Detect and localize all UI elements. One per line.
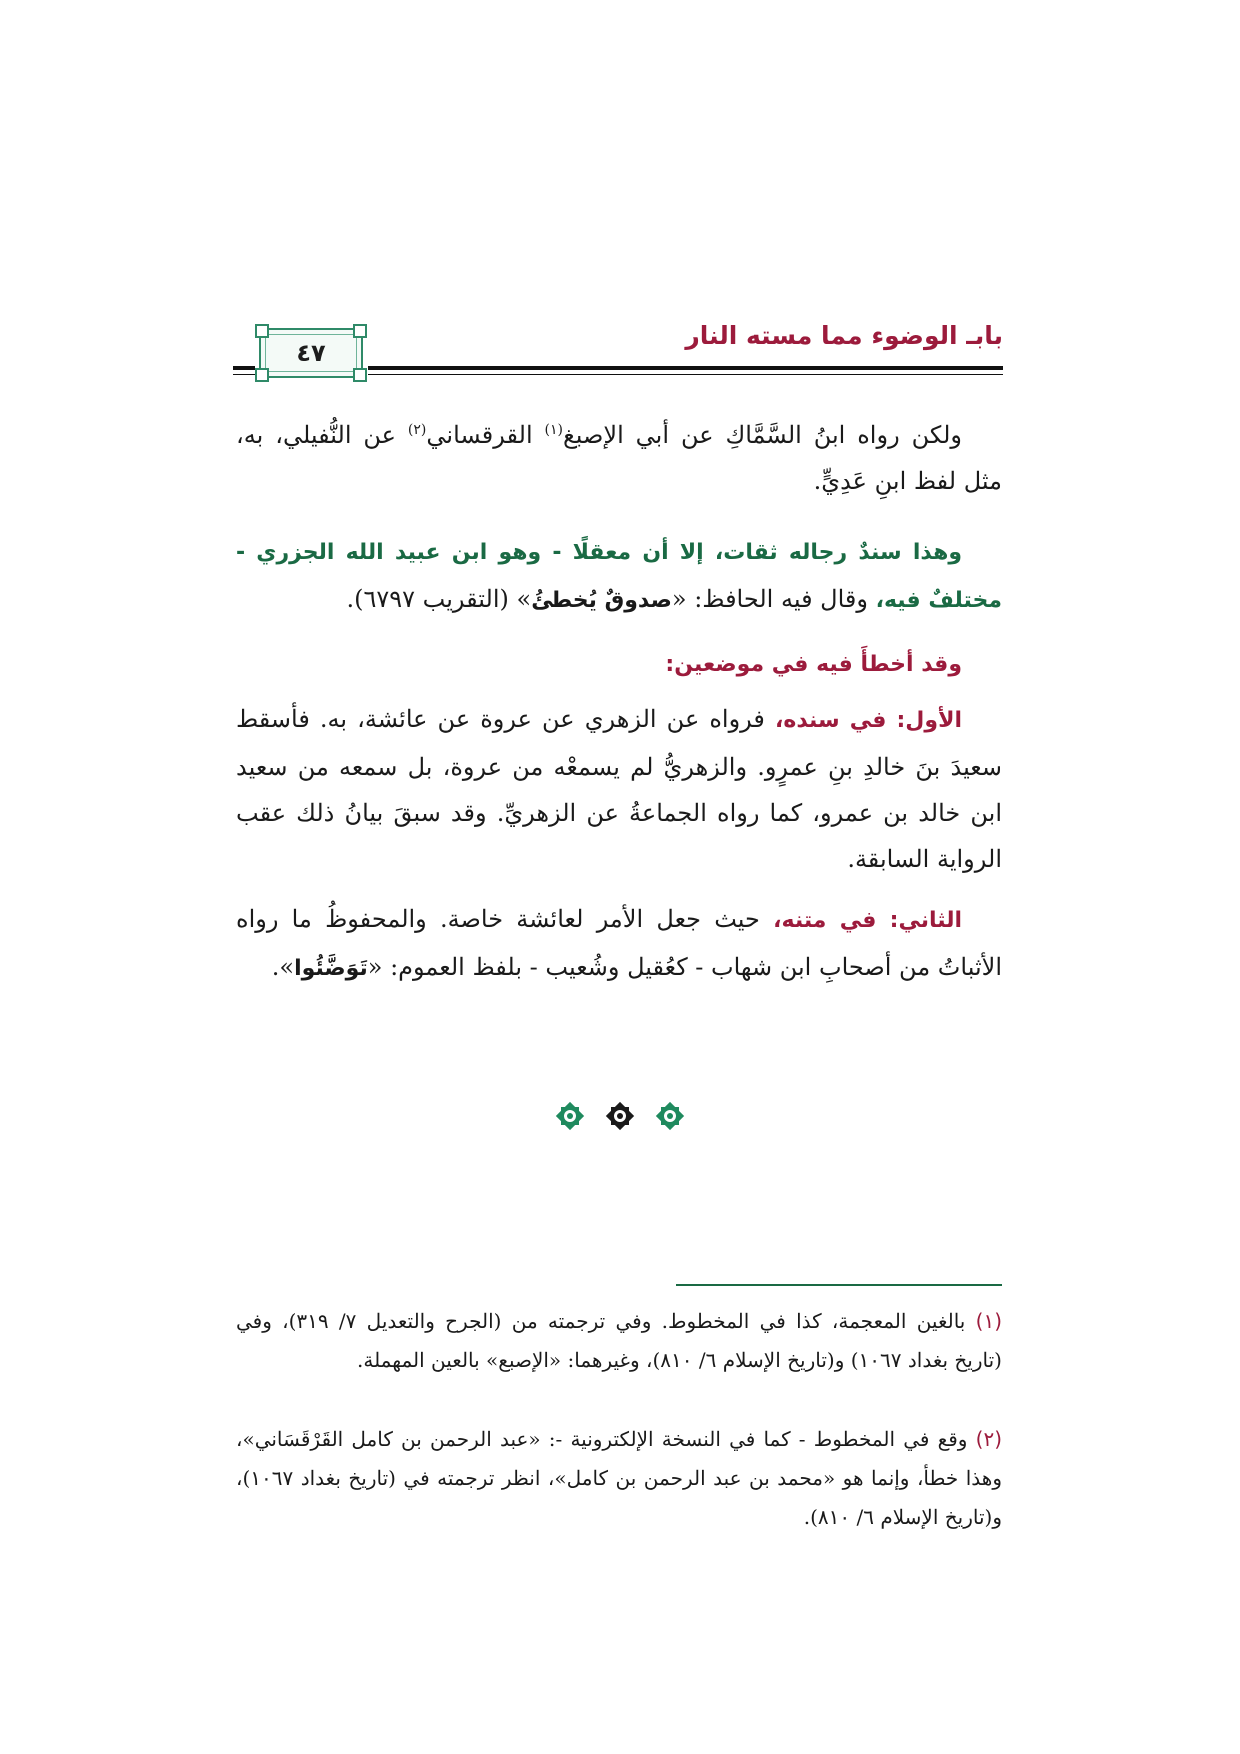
p3-heading: وقد أخطأَ فيه في موضعين: xyxy=(665,652,962,677)
page-number-frame xyxy=(259,328,363,378)
footnote-ref-1[interactable]: (١) xyxy=(544,422,564,438)
header-rule-right xyxy=(368,366,1003,370)
paragraph-5 xyxy=(236,896,1002,992)
chapter-title: بابـ الوضوء مما مسته النار xyxy=(685,321,1003,350)
p5-end: ». xyxy=(271,953,295,981)
frame-corner-icon xyxy=(255,324,269,338)
footnote-separator xyxy=(676,1284,1002,1286)
footnote-text: وقع في المخطوط - كما في النسخة الإلكترونية -: «عبد الرحمن بن كامل القَرْقَسَاني»، وهذا خطأ، وإنما هو «محمد بن عبد الرحمن بن كامل»، انظر ترجمته في (تاريخ بغداد ١٠٦٧)، و(تاريخ الإسلام ٦/ ٨١٠). xyxy=(236,1427,1002,1529)
p2-text-2: » (التقريب ٦٧٩٧). xyxy=(346,585,532,613)
frame-corner-icon xyxy=(353,324,367,338)
p1-text-c: عن النُّفيلي، به، مثل لفظ ابنِ عَدِيٍّ. xyxy=(236,421,1002,495)
footnote-ref-2[interactable]: (٢) xyxy=(407,422,427,438)
frame-corner-icon xyxy=(255,368,269,382)
footnote-2 xyxy=(236,1420,1002,1537)
p2-text-1: وقال فيه الحافظ: « xyxy=(671,585,876,613)
floral-ornament-icon xyxy=(652,1098,688,1138)
paragraph-1 xyxy=(236,412,1002,504)
footnote-text: بالغين المعجمة، كذا في المخطوط. وفي ترجمته من (الجرح والتعديل ٧/ ٣١٩)، وفي (تاريخ بغداد ١٠٦٧) و(تاريخ الإسلام ٦/ ٨١٠)، وغيرهما: «الإصبع» بالعين المهملة. xyxy=(236,1309,1002,1372)
p5-text: حيث جعل الأمر لعائشة خاصة. والمحفوظُ ما رواه الأثباتُ من أصحابِ ابن شهاب - كعُقيل وشُعيب - بلفظ العموم: « xyxy=(236,905,1002,981)
p4-text: فرواه عن الزهري عن عروة عن عائشة، به. فأسقط سعيدَ بنَ خالدِ بنِ عمرٍو. والزهريُّ لم يسمعْه من عروة، بل سمعه من سعيد ابن خالد بن عمرو، كما رواه الجماعةُ عن الزهريِّ. وقد سبقَ بيانُ ذلك عقب الرواية السابقة. xyxy=(236,705,1002,873)
floral-ornament-icon xyxy=(602,1098,638,1138)
p5-quote: تَوَضَّئُوا xyxy=(294,956,368,981)
page-header xyxy=(233,318,1003,378)
header-rule-left xyxy=(233,366,255,370)
p2-quote: صدوقٌ يُخطئُ xyxy=(531,588,672,613)
footnote-1 xyxy=(236,1302,1002,1380)
paragraph-3 xyxy=(236,640,1002,688)
p1-text-b: القرقساني xyxy=(426,421,545,449)
frame-corner-icon xyxy=(353,368,367,382)
p4-label: الأول: في سنده، xyxy=(774,708,962,733)
footnote-number: (٢) xyxy=(975,1427,1002,1451)
paragraph-4 xyxy=(236,696,1002,882)
page-number: ٤٧ xyxy=(296,339,326,367)
section-divider-ornaments xyxy=(0,1098,1240,1138)
p2-highlight: وهذا سندٌ رجاله ثقات، إلا أن معقلًا - وهو ابن عبيد الله الجزري - مختلفٌ فيه، xyxy=(236,540,1002,613)
footnote-number: (١) xyxy=(975,1309,1003,1333)
p1-text-a: ولكن رواه ابنُ السَّمَّاكِ عن أبي الإصبغ xyxy=(563,421,962,449)
paragraph-2 xyxy=(236,528,1002,624)
p5-label: الثاني: في متنه، xyxy=(773,908,963,933)
floral-ornament-icon xyxy=(552,1098,588,1138)
